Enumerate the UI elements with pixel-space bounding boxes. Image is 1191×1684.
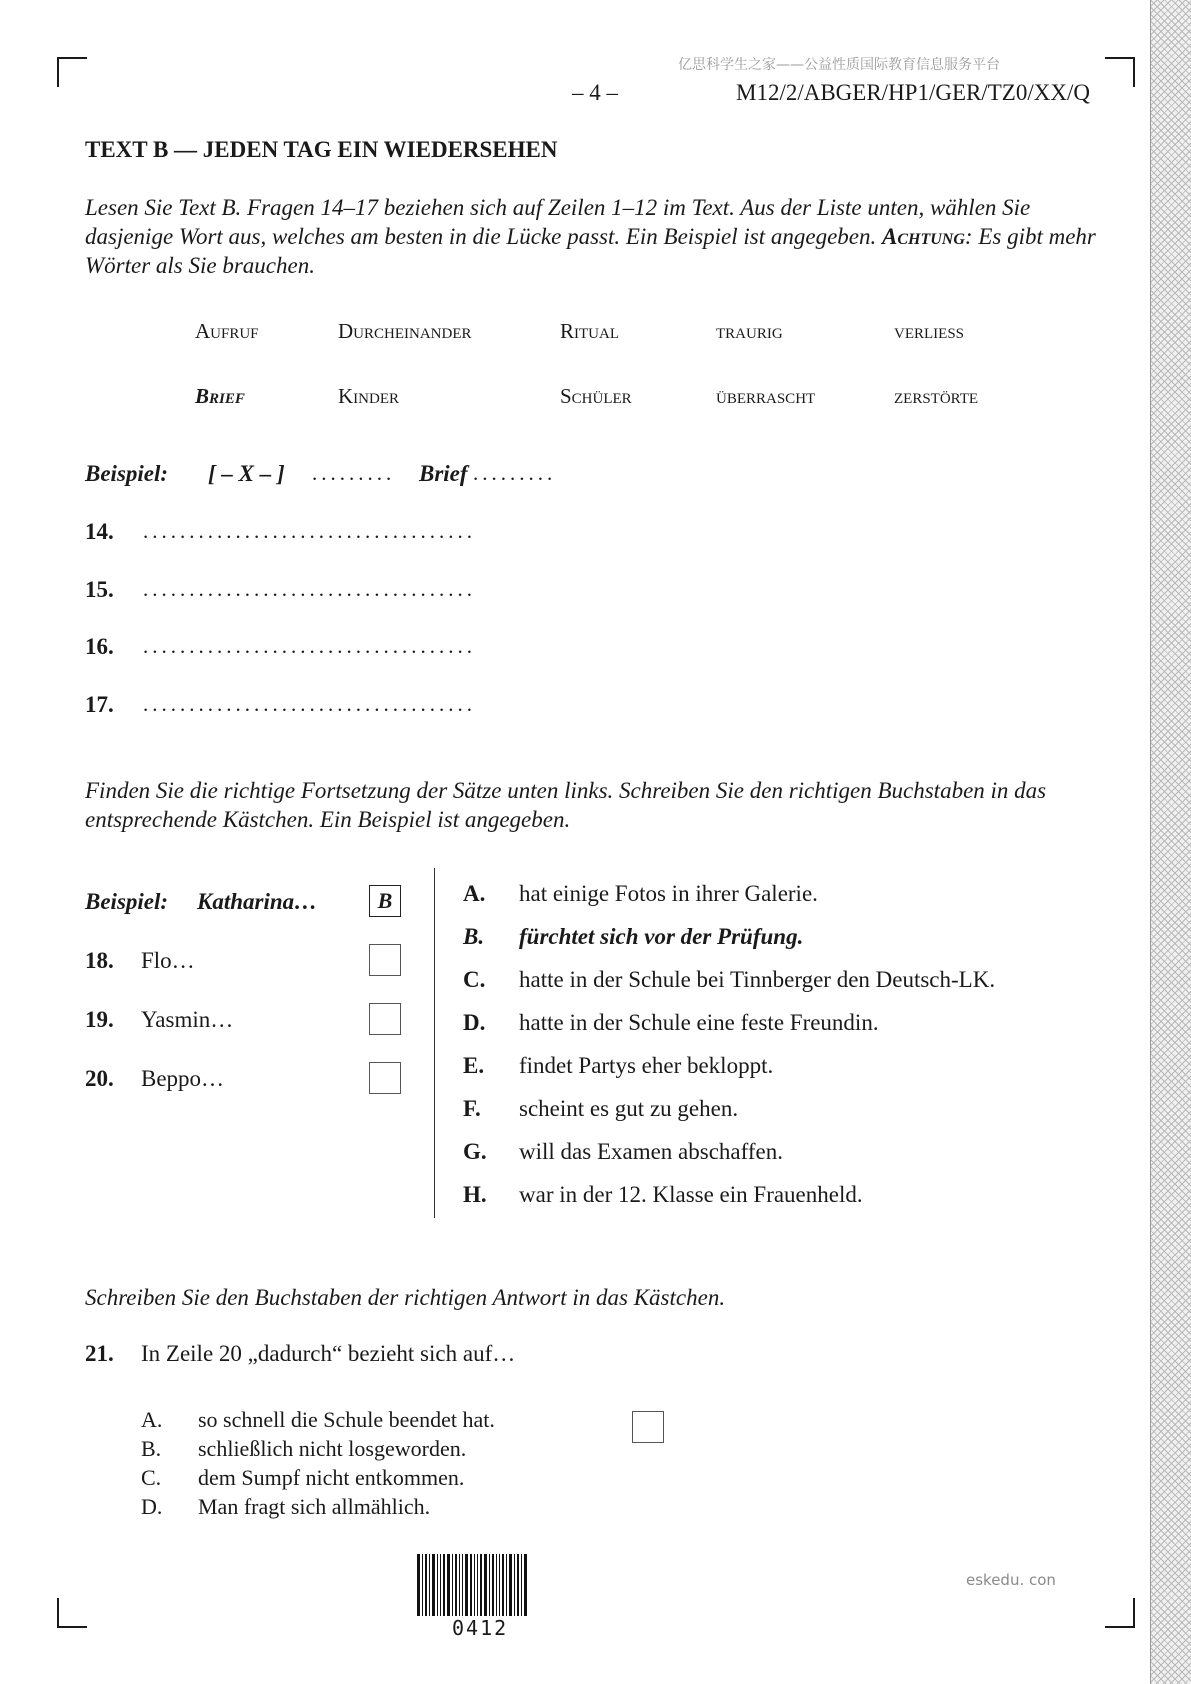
answer-box-20[interactable] (369, 1062, 401, 1094)
question-number: 20. (85, 1066, 114, 1091)
word-bank-item: Kinder (338, 384, 399, 408)
part1-warning-label: Achtung (882, 224, 965, 249)
option-letter: B. (463, 924, 485, 949)
example-dots-before: ......... (312, 461, 396, 485)
mc-option-letter: D. (141, 1494, 163, 1519)
word-bank-item: verliess (894, 319, 965, 343)
option-letter: F. (463, 1096, 481, 1121)
crop-mark-bottom-right (1105, 1598, 1135, 1628)
word-bank-item: Durcheinander (338, 319, 472, 343)
mc-option-letter: B. (141, 1436, 162, 1461)
column-divider (434, 868, 435, 1218)
item-subject: Flo… (141, 948, 195, 973)
option-text: war in der 12. Klasse ein Frauenheld. (519, 1182, 863, 1207)
item-subject: Beppo… (141, 1066, 225, 1091)
option-letter: C. (463, 967, 486, 992)
item-subject: Yasmin… (141, 1007, 234, 1032)
option-text: scheint es gut zu gehen. (519, 1096, 739, 1121)
option-text: hat einige Fotos in ihrer Galerie. (519, 881, 818, 906)
option-text-example: fürchtet sich vor der Prüfung. (519, 924, 804, 949)
crop-mark-top-left (57, 57, 87, 87)
option-letter: A. (463, 881, 486, 906)
section-title: TEXT B — JEDEN TAG EIN WIEDERSEHEN (85, 137, 558, 162)
part1-instruction (85, 193, 1107, 280)
word-bank-item-example: Brief (195, 384, 245, 408)
word-bank-item: traurig (716, 319, 783, 343)
question-number: 16. (85, 634, 114, 659)
question-number: 18. (85, 948, 114, 973)
question-number: 19. (85, 1007, 114, 1032)
answer-line-15[interactable]: .................................... (143, 577, 476, 601)
example-label: Beispiel: (85, 461, 169, 486)
crop-mark-bottom-left (57, 1598, 87, 1628)
part2-instruction: Finden Sie die richtige Fortsetzung der Sätze unten links. Schreiben Sie den richtigen Buchstaben in das entsprechende Kästchen. Ein Beispiel ist angegeben. (85, 778, 1047, 832)
question-number: 21. (85, 1341, 114, 1366)
binding-strip (1150, 0, 1191, 1684)
example-answer-letter: B (377, 888, 393, 913)
option-letter: E. (463, 1053, 485, 1078)
mc-option-text: so schnell die Schule beendet hat. (198, 1407, 495, 1432)
question-21-text: In Zeile 20 „dadurch“ bezieht sich auf… (141, 1341, 516, 1366)
mc-option-letter: C. (141, 1465, 162, 1490)
barcode-number: 0412 (452, 1616, 509, 1640)
header-watermark: 亿思科学生之家——公益性质国际教育信息服务平台 (678, 57, 1000, 73)
option-letter: G. (463, 1139, 487, 1164)
option-letter: H. (463, 1182, 487, 1207)
answer-box-21[interactable] (632, 1411, 664, 1443)
part1-instruction-tail: : Es gibt mehr Wörter als Sie brauchen. (85, 224, 1096, 278)
answer-line-14[interactable]: .................................... (143, 519, 476, 543)
word-bank-item: Ritual (560, 319, 619, 343)
answer-line-17[interactable]: .................................... (143, 692, 476, 716)
word-bank-item: zerstörte (894, 384, 979, 408)
page-number: – 4 – (572, 80, 618, 105)
crop-mark-top-right (1105, 57, 1135, 87)
example-marker: [ – X – ] (208, 461, 285, 486)
option-text: hatte in der Schule bei Tinnberger den Deutsch-LK. (519, 967, 996, 992)
word-bank-item: Schüler (560, 384, 632, 408)
example-answer: Brief (419, 461, 468, 486)
question-number: 15. (85, 577, 114, 602)
option-text: findet Partys eher bekloppt. (519, 1053, 774, 1078)
option-letter: D. (463, 1010, 486, 1035)
part2-example-label: Beispiel: (85, 889, 169, 914)
example-dots-after: ......... (473, 461, 557, 485)
part1-instruction-text: Lesen Sie Text B. Fragen 14–17 beziehen sich auf Zeilen 1–12 im Text. Aus der Liste unten, wählen Sie dasjenige Wort aus, welches am besten in die Lücke passt. Ein Beispiel ist angegeben. (85, 195, 1031, 249)
mc-option-text: dem Sumpf nicht entkommen. (198, 1465, 465, 1490)
document-code: M12/2/ABGER/HP1/GER/TZ0/XX/Q (736, 80, 1090, 105)
part3-instruction: Schreiben Sie den Buchstaben der richtigen Antwort in das Kästchen. (85, 1285, 726, 1310)
answer-box-18[interactable] (369, 944, 401, 976)
option-text: will das Examen abschaffen. (519, 1139, 783, 1164)
example-answer-box (369, 885, 401, 917)
word-bank-item: überrascht (716, 384, 816, 408)
answer-line-16[interactable]: .................................... (143, 634, 476, 658)
part2-example-subject: Katharina… (197, 889, 318, 914)
question-number: 17. (85, 692, 114, 717)
site-watermark: eskedu. con (966, 1571, 1056, 1589)
word-bank-item: Aufruf (195, 319, 259, 343)
question-number: 14. (85, 519, 114, 544)
mc-option-letter: A. (141, 1407, 163, 1432)
option-text: hatte in der Schule eine feste Freundin. (519, 1010, 879, 1035)
barcode (417, 1554, 547, 1616)
mc-option-text: Man fragt sich allmählich. (198, 1494, 431, 1519)
mc-option-text: schließlich nicht losgeworden. (198, 1436, 467, 1461)
answer-box-19[interactable] (369, 1003, 401, 1035)
